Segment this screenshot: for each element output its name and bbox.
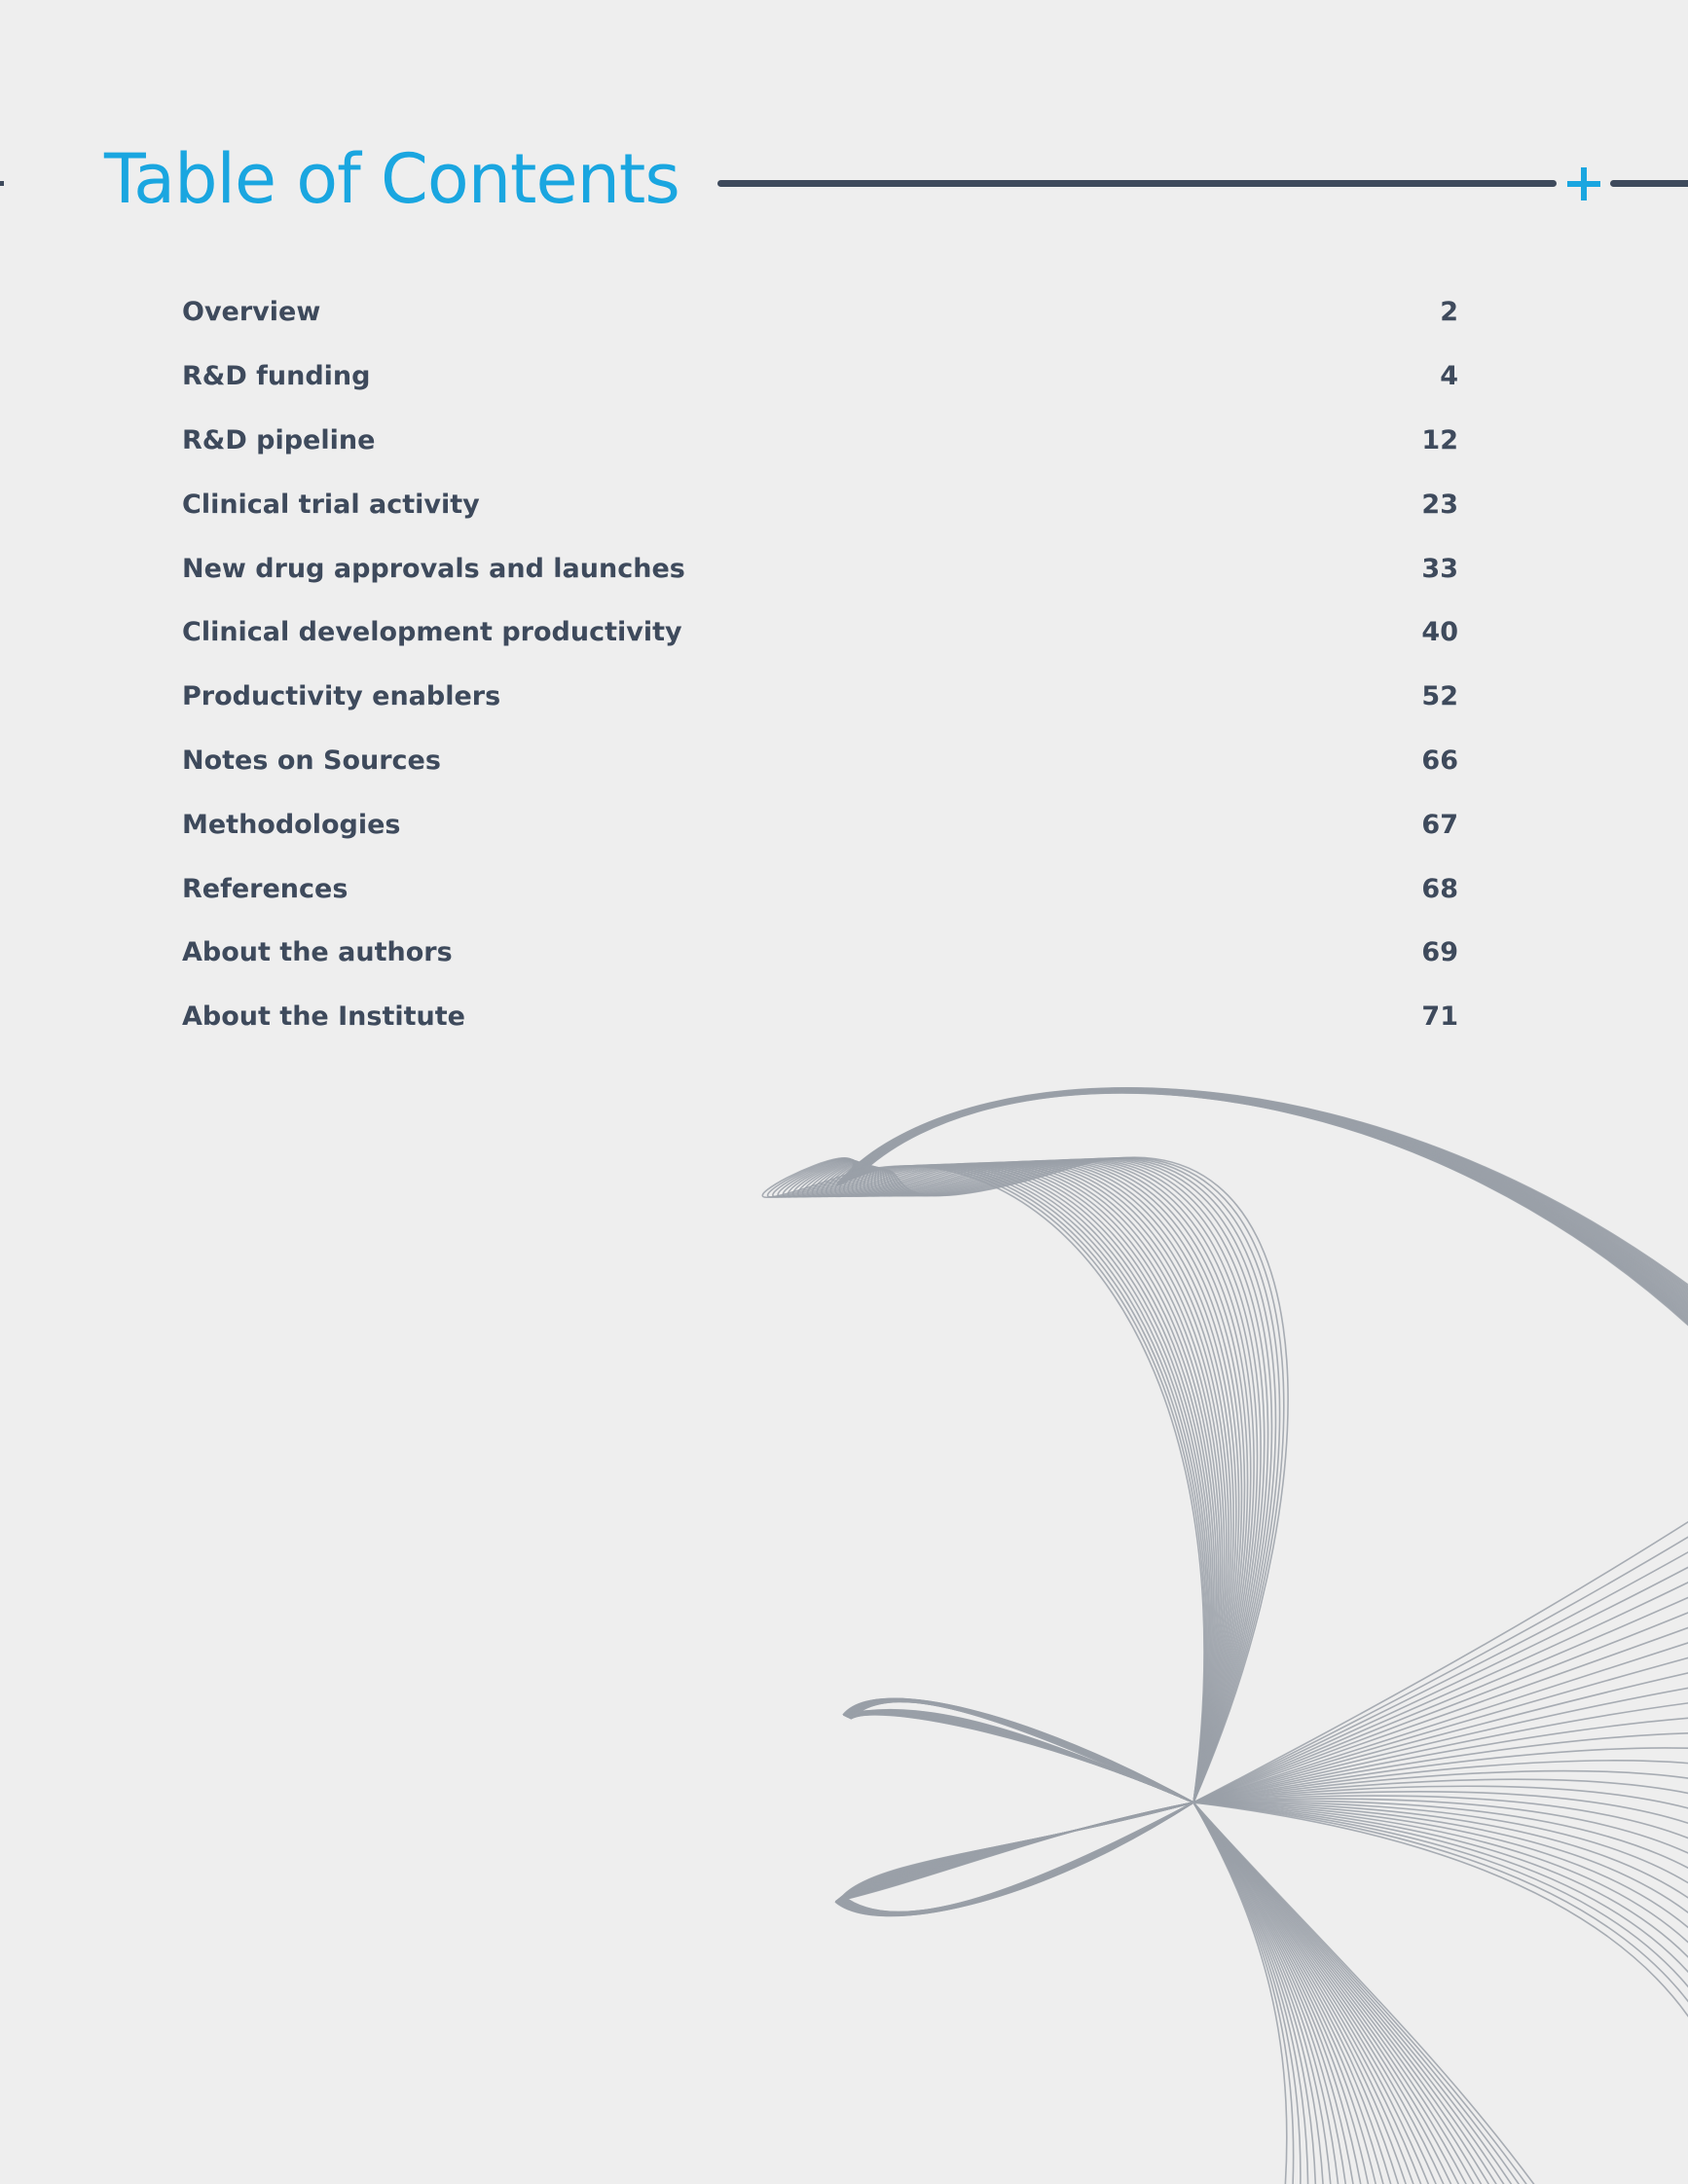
toc-entry[interactable] [182,409,1458,473]
toc-entry-page-number: 2 [1440,297,1458,328]
toc-entry[interactable] [182,856,1458,921]
toc-entry-label: Notes on Sources [182,745,441,776]
toc-entry[interactable] [182,280,1458,345]
toc-entry-label: References [182,873,349,904]
toc-entry-page-number: 68 [1421,873,1458,904]
toc-entry-label: R&D funding [182,361,371,392]
toc-entry-label: Clinical development productivity [182,617,682,648]
toc-entry-page-number: 12 [1421,424,1458,455]
toc-entry[interactable] [182,472,1458,536]
toc-entry-label: Methodologies [182,809,401,840]
toc-entry[interactable] [182,985,1458,1049]
toc-entry-page-number: 40 [1421,617,1458,648]
toc-entry-label: About the authors [182,937,453,968]
toc-entry[interactable] [182,601,1458,665]
toc-entry-page-number: 71 [1421,1001,1458,1033]
toc-entry[interactable] [182,345,1458,409]
plus-icon [1567,167,1600,200]
toc-entry-label: Clinical trial activity [182,489,480,520]
toc-entry-label: Productivity enablers [182,681,501,712]
toc-entry-page-number: 23 [1421,489,1458,520]
toc-entry-label: New drug approvals and launches [182,553,685,584]
toc-entry-page-number: 4 [1440,361,1458,392]
toc-entry-page-number: 69 [1421,937,1458,968]
toc-entry-page-number: 33 [1421,553,1458,584]
toc-entry-label: About the Institute [182,1001,465,1033]
toc-entry[interactable] [182,536,1458,601]
toc-entry[interactable] [182,921,1458,985]
toc-entry-label: R&D pipeline [182,424,376,455]
table-of-contents [182,280,1458,1049]
toc-entry-page-number: 66 [1421,745,1458,776]
page-title: Table of Contents [104,139,679,219]
toc-entry[interactable] [182,792,1458,856]
toc-entry-label: Overview [182,297,321,328]
toc-entry[interactable] [182,665,1458,729]
title-divider-line [717,180,1557,187]
left-edge-mark [0,181,4,186]
toc-entry[interactable] [182,729,1458,793]
toc-entry-page-number: 52 [1421,681,1458,712]
toc-entry-page-number: 67 [1421,809,1458,840]
title-divider-line-tail [1610,180,1688,187]
